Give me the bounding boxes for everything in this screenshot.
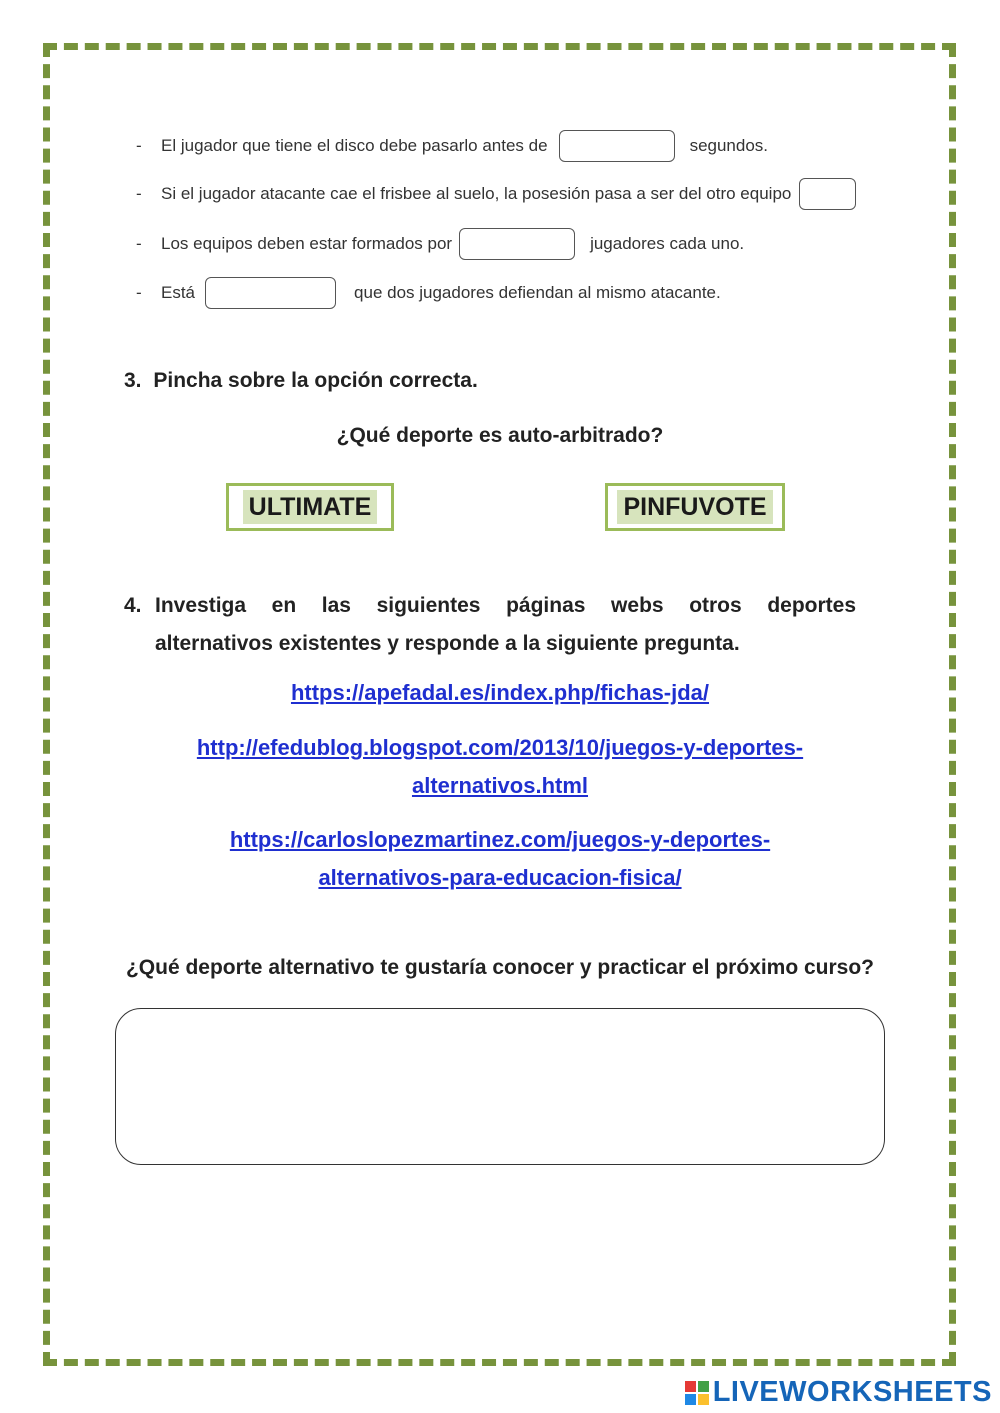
final-question: ¿Qué deporte alternativo te gustaría conocer y practicar el próximo curso? [125, 956, 875, 979]
brand-name: LIVEWORKSHEETS [712, 1376, 992, 1408]
link-carloslopez-line-1: https://carloslopezmartinez.com/juegos-y-deportes- [229, 827, 771, 852]
section-3-heading [124, 369, 478, 393]
link-carloslopez-line-2: alternativos-para-educacion-fisica/ [318, 865, 682, 890]
blank-true-false-input[interactable] [799, 178, 856, 210]
brand-grid-icon [685, 1381, 709, 1405]
link-apefadal[interactable] [0, 674, 1000, 712]
link-efedublog-line-1: http://efedublog.blogspot.com/2013/10/juegos-y-deportes- [196, 735, 804, 760]
fill-item-1-after: segundos. [689, 136, 769, 155]
section-3-question: ¿Qué deporte es auto-arbitrado? [336, 424, 664, 447]
fill-item-3: - Los equipos deben estar formados por jugadores cada uno. [136, 226, 744, 262]
fill-item-3-text: Los equipos deben estar formados por [161, 234, 453, 253]
fill-item-1: - El jugador que tiene el disco debe pasarlo antes de segundos. [136, 128, 768, 164]
fill-item-2: - Si el jugador atacante cae el frisbee al suelo, la posesión pasa a ser del otro equipo [136, 176, 856, 212]
section-4-number: 4. [124, 594, 142, 617]
link-apefadal-text: https://apefadal.es/index.php/fichas-jda/ [290, 680, 710, 705]
section-3-number: 3. [124, 369, 142, 392]
option-pinfuvote-button[interactable] [605, 483, 785, 531]
blank-players-input[interactable] [459, 228, 575, 260]
option-pinfuvote-label: PINFUVOTE [617, 490, 772, 524]
link-carloslopez[interactable] [0, 821, 1000, 897]
section-3-title: Pincha sobre la opción correcta. [153, 369, 478, 392]
fill-item-4: - Está que dos jugadores defiendan al mismo atacante. [136, 275, 721, 311]
blank-seconds-input[interactable] [559, 130, 675, 162]
option-ultimate-button[interactable] [226, 483, 394, 531]
section-4-line-1: Investiga en las siguientes páginas webs otros deportes [155, 594, 856, 617]
liveworksheets-logo [685, 1376, 992, 1409]
fill-item-3-after: jugadores cada uno. [590, 234, 745, 253]
answer-textbox[interactable] [115, 1008, 885, 1165]
blank-allowed-input[interactable] [205, 277, 336, 309]
fill-item-2-text: Si el jugador atacante cae el frisbee al suelo, la posesión pasa a ser del otro equipo [161, 184, 792, 203]
fill-item-1-text: El jugador que tiene el disco debe pasarlo antes de [161, 136, 548, 155]
link-efedublog[interactable] [0, 729, 1000, 805]
section-4-line-2: alternativos existentes y responde a la siguiente pregunta. [155, 632, 740, 655]
section-4-heading [124, 587, 856, 663]
option-ultimate-label: ULTIMATE [243, 490, 378, 524]
fill-item-4-text: Está [161, 283, 196, 302]
link-efedublog-line-2: alternativos.html [411, 773, 589, 798]
fill-item-4-after: que dos jugadores defiendan al mismo atacante. [354, 283, 721, 302]
